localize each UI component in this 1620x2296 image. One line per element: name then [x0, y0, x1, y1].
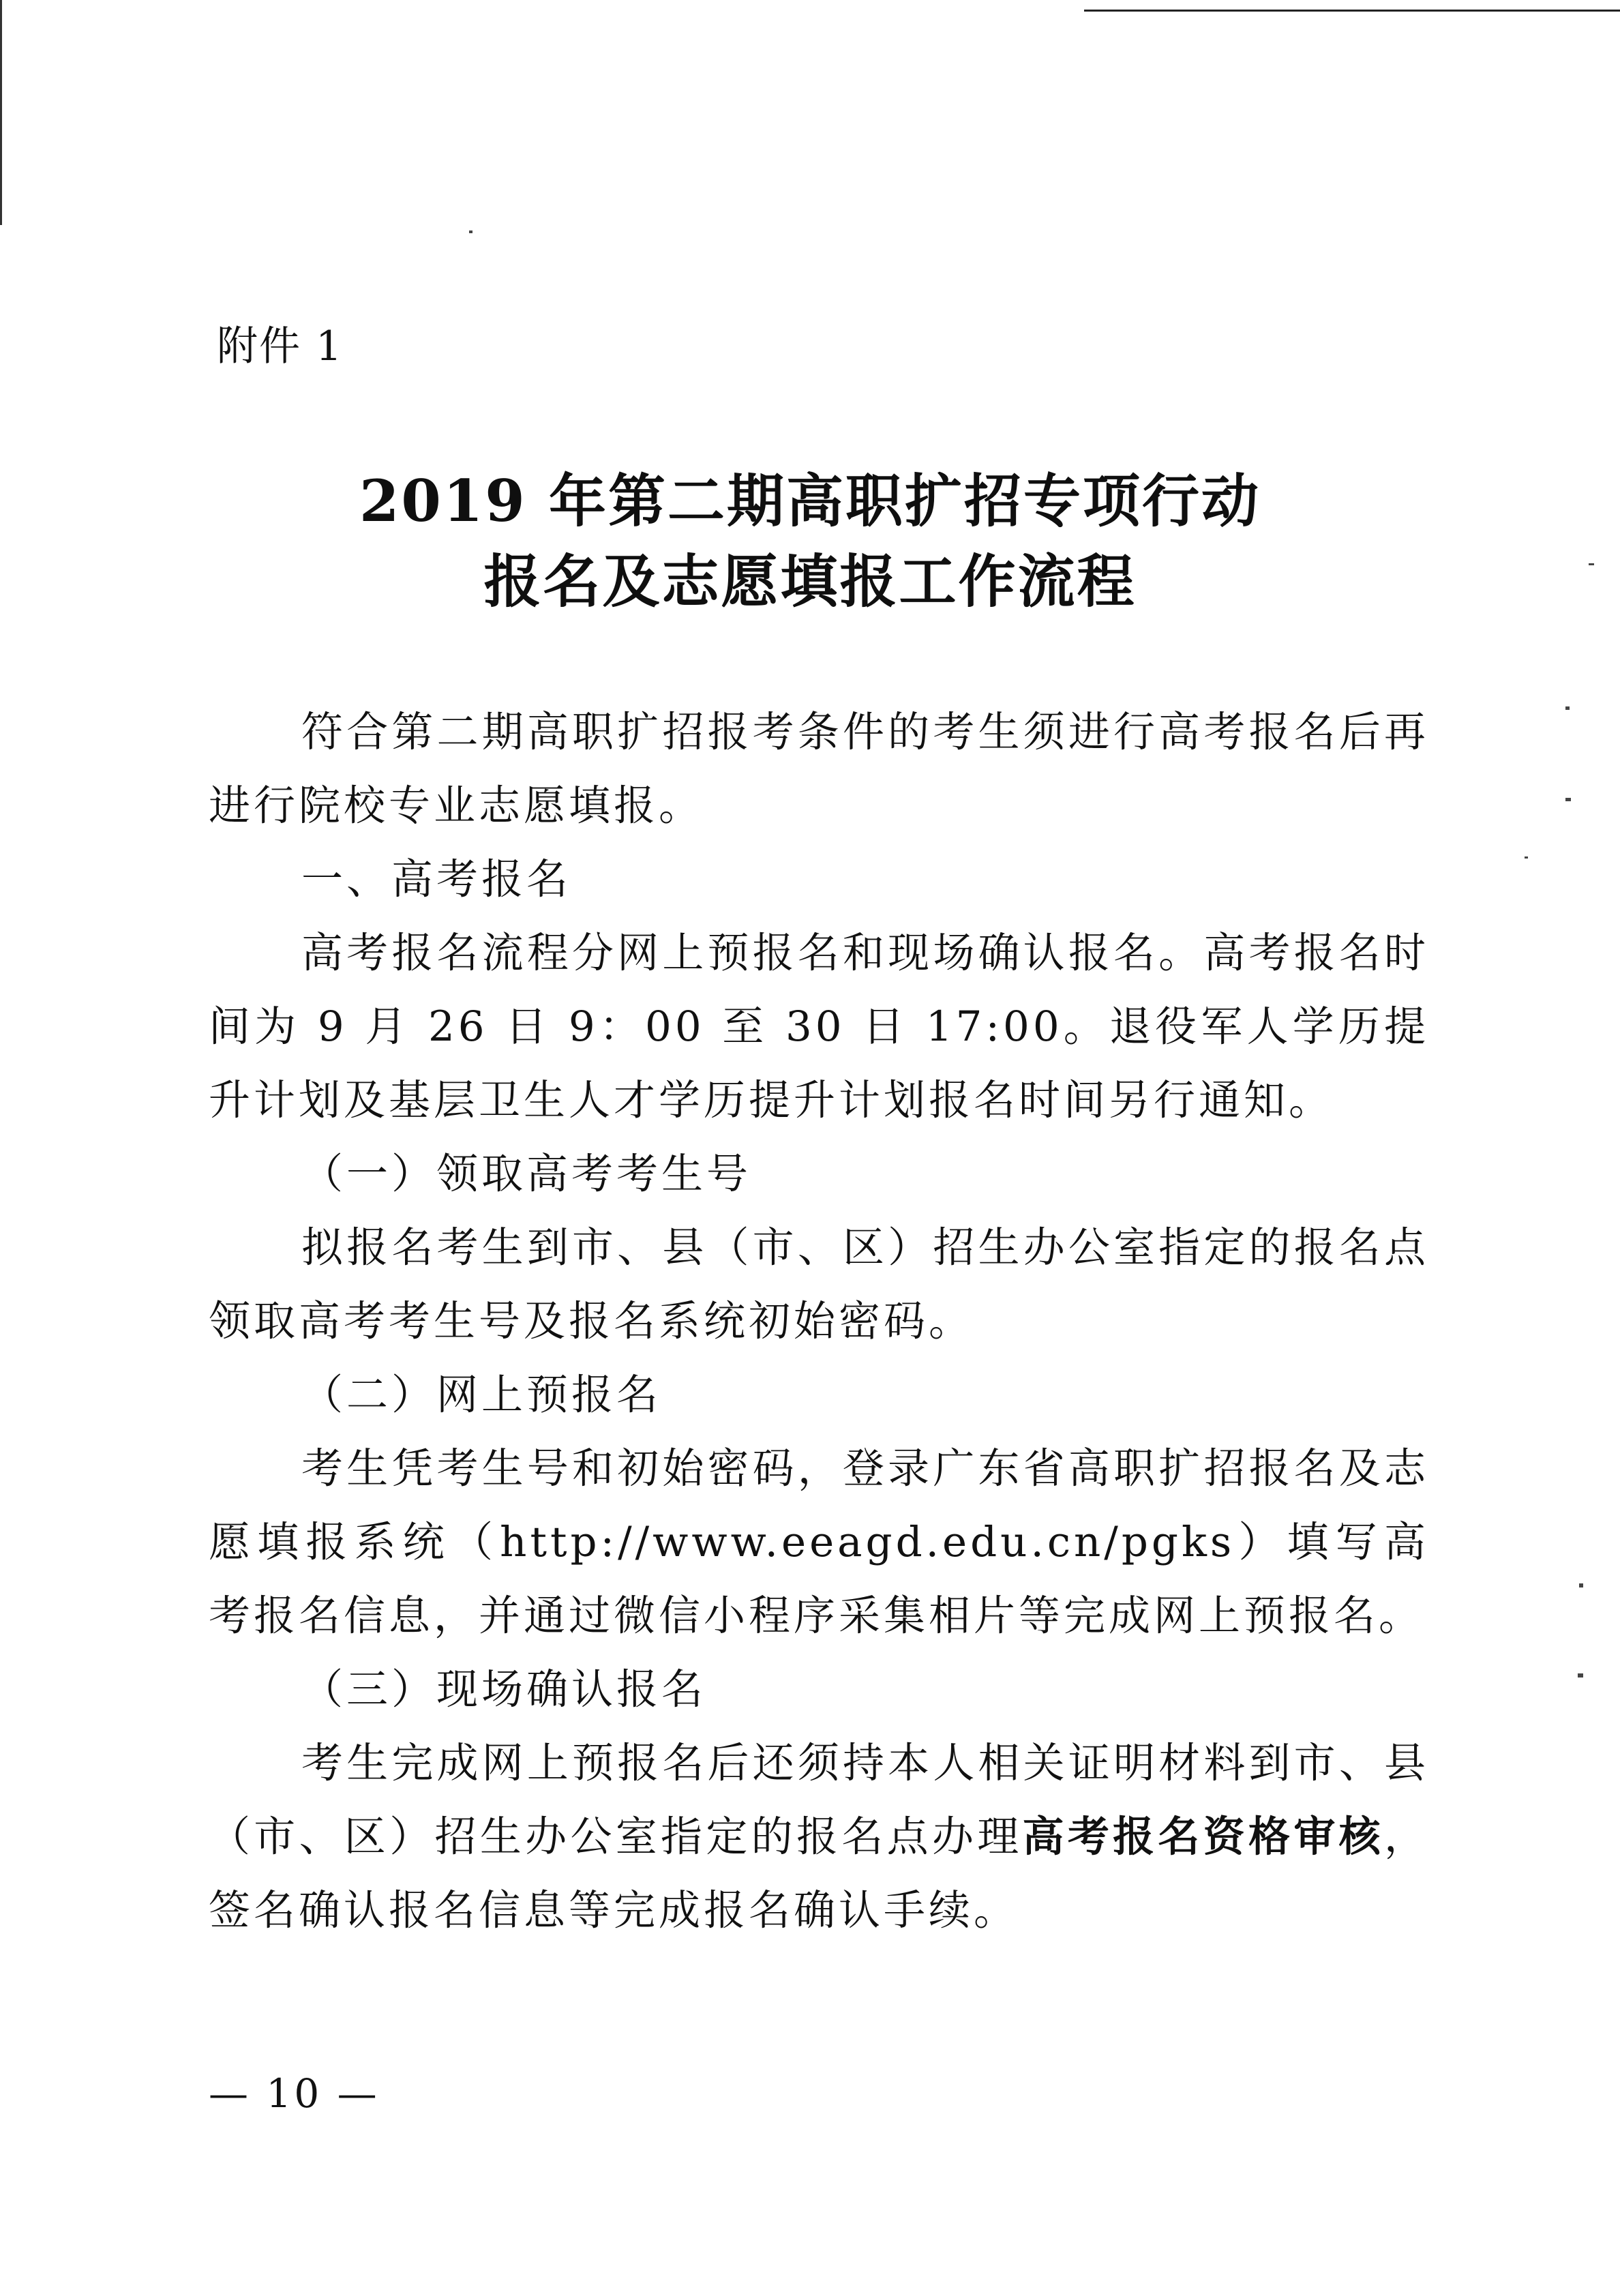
intro-paragraph: 符合第二期高职扩招报考条件的考生须进行高考报名后再进行院校专业志愿填报。	[209, 708, 1429, 830]
title-line-1: 2019 年第二期高职扩招专项行动	[359, 467, 1261, 535]
page-number: — 10 —	[209, 2070, 380, 2117]
subsection-paragraph-3	[209, 1727, 1429, 1948]
title-line-2: 报名及志愿填报工作流程	[483, 548, 1137, 615]
attachment-label: 附件 1	[217, 323, 344, 370]
document-body	[209, 696, 1429, 1948]
paragraph-3-bold-text: 高考报名资格审核	[1022, 1813, 1384, 1861]
scan-speck	[1565, 706, 1570, 710]
paragraph-3-text-after: ，签名确认报名信息等完成报名确认手续。	[209, 1813, 1429, 1935]
scan-edge-top	[1084, 10, 1620, 12]
scan-speck	[1579, 1583, 1583, 1587]
subsection-heading-3: （三）现场确认报名	[301, 1665, 707, 1714]
document-title	[0, 461, 1620, 622]
scan-speck	[469, 230, 472, 233]
scan-speck	[1525, 856, 1528, 859]
subsection-paragraph-2: 考生凭考生号和初始密码，登录广东省高职扩招报名及志愿填报系统（http://www.eeagd.edu.cn/pgks）填写高考报名信息，并通过微信小程序采集相片等完成网上预报名。	[209, 1444, 1429, 1640]
scan-speck	[1565, 798, 1571, 801]
section-heading-registration: 一、高考报名	[301, 855, 572, 904]
scan-edge-left	[0, 0, 2, 225]
subsection-heading-2: （二）网上预报名	[301, 1371, 662, 1419]
registration-paragraph: 高考报名流程分网上预报名和现场确认报名。高考报名时间为 9 月 26 日 9：00 至 30 日 17:00。退役军人学历提升计划及基层卫生人才学历提升计划报名时间另行通知。	[209, 929, 1429, 1124]
paragraph-3-text-before: 考生完成网上预报名后还须持本人相关证明材料到市、县（市、区）招生办公室指定的报名点办理	[209, 1739, 1429, 1861]
scan-speck	[1578, 1673, 1583, 1678]
subsection-heading-1: （一）领取高考考生号	[301, 1150, 752, 1198]
subsection-paragraph-1: 拟报名考生到市、县（市、区）招生办公室指定的报名点领取高考考生号及报名系统初始密码。	[209, 1223, 1429, 1345]
